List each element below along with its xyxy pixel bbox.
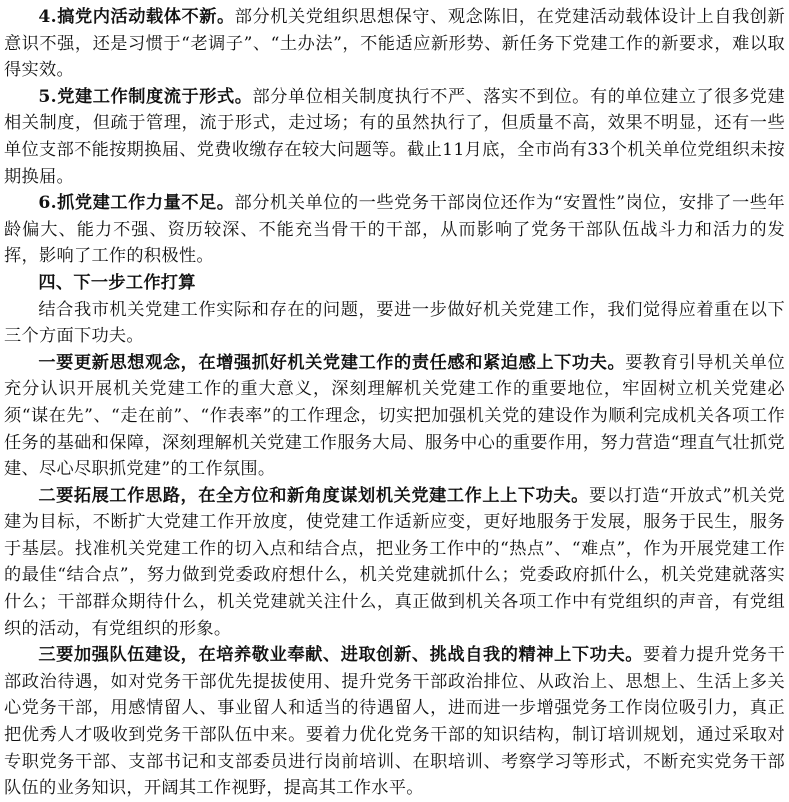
paragraph-plan-1 <box>4 350 785 483</box>
paragraph-issue-5 <box>4 84 785 190</box>
paragraph-issue-4 <box>4 4 785 84</box>
paragraph-issue-5-body: 部分单位相关制度执行不严、落实不到位。有的单位建立了很多党建相关制度，但疏于管理，流于形式，走过场；有的虽然执行了，但质量不高，效果不明显，还有一些单位支部不能按期换届、党费收缴存在较大问题等。截止11月底，全市尚有33个机关单位党组织未按期换届。 <box>4 86 785 187</box>
paragraph-issue-6 <box>4 190 785 270</box>
paragraph-plan-2 <box>4 483 785 643</box>
paragraph-issue-4-lead: 4.搞党内活动载体不新。 <box>38 7 235 27</box>
paragraph-intro: 结合我市机关党建工作实际和存在的问题，要进一步做好机关党建工作，我们觉得应着重在以下三个方面下功夫。 <box>4 299 785 347</box>
paragraph-issue-4-body: 部分机关党组织思想保守、观念陈旧，在党建活动载体设计上自我创新意识不强，还是习惯于“老调子”、“土办法”，不能适应新形势、新任务下党建工作的新要求，难以取得实效。 <box>4 7 785 81</box>
paragraph-plan-1-lead: 一要更新思想观念，在增强抓好机关党建工作的责任感和紧迫感上下功夫。 <box>38 352 626 373</box>
paragraph-issue-6-body: 部分机关单位的一些党务干部岗位还作为“安置性”岗位，安排了一些年龄偏大、能力不强、资历较深、不能充当骨干的干部，从而影响了党务干部队伍战斗力和活力的发挥，影响了工作的积极性。 <box>4 193 785 267</box>
paragraph-issue-6-lead: 6.抓党建工作力量不足。 <box>38 193 235 214</box>
section-heading-next-steps: 四、下一步工作打算 <box>38 272 196 293</box>
paragraph-plan-2-body: 要以打造“开放式”机关党建为目标，不断扩大党建工作开放度，使党建工作适新应变，更好地服务于发展，服务于民生，服务于基层。找准机关党建工作的切入点和结合点，把业务工作中的“热点”、“难点”，作为开展党建工作的最佳“结合点”，努力做到党委政府想什么，机关党建就抓什么；党委政府抓什么，机关党建就落实什么；干部群众期待什么，机关党建就关注什么，真正做到机关各项工作中有党组织的声音，有党组织的活动，有党组织的形象。 <box>4 485 785 639</box>
paragraph-plan-3-lead: 三要加强队伍建设，在培养敬业奉献、进取创新、挑战自我的精神上下功夫。 <box>38 645 644 666</box>
paragraph-plan-3-body: 要着力提升党务干部政治待遇，如对党务干部优先提拔使用、提升党务干部政治排位、从政治上、思想上、生活上多关心党务干部，用感情留人、事业留人和适当的待遇留人，进而进一步增强党务工作岗位吸引力，真正把优秀人才吸收到党务干部队伍中来。要着力优化党务干部的知识结构，制订培训规划，通过采取对专职党务干部、支部书记和支部委员进行岗前培训、在职培训、考察学习等形式，不断充实党务干部队伍的业务知识，开阔其工作视野，提高其工作水平。 <box>4 645 786 799</box>
paragraph-plan-1-body: 要教育引导机关单位充分认识开展机关党建工作的重大意义，深刻理解机关党建工作的重要地位，牢固树立机关党建必须“谋在先”、“走在前”、“作表率”的工作理念，切实把加强机关党的建设作为顺利完成机关各项工作任务的基础和保障，深刻理解机关党建工作服务大局、服务中心的重要作用，努力营造“理直气壮抓党建、尽心尽职抓党建”的工作氛围。 <box>4 352 786 480</box>
paragraph-issue-5-lead: 5.党建工作制度流于形式。 <box>38 86 253 107</box>
paragraph-plan-2-lead: 二要拓展工作思路，在全方位和新角度谋划机关党建工作上上下功夫。 <box>38 485 589 506</box>
paragraph-plan-3 <box>4 642 785 802</box>
